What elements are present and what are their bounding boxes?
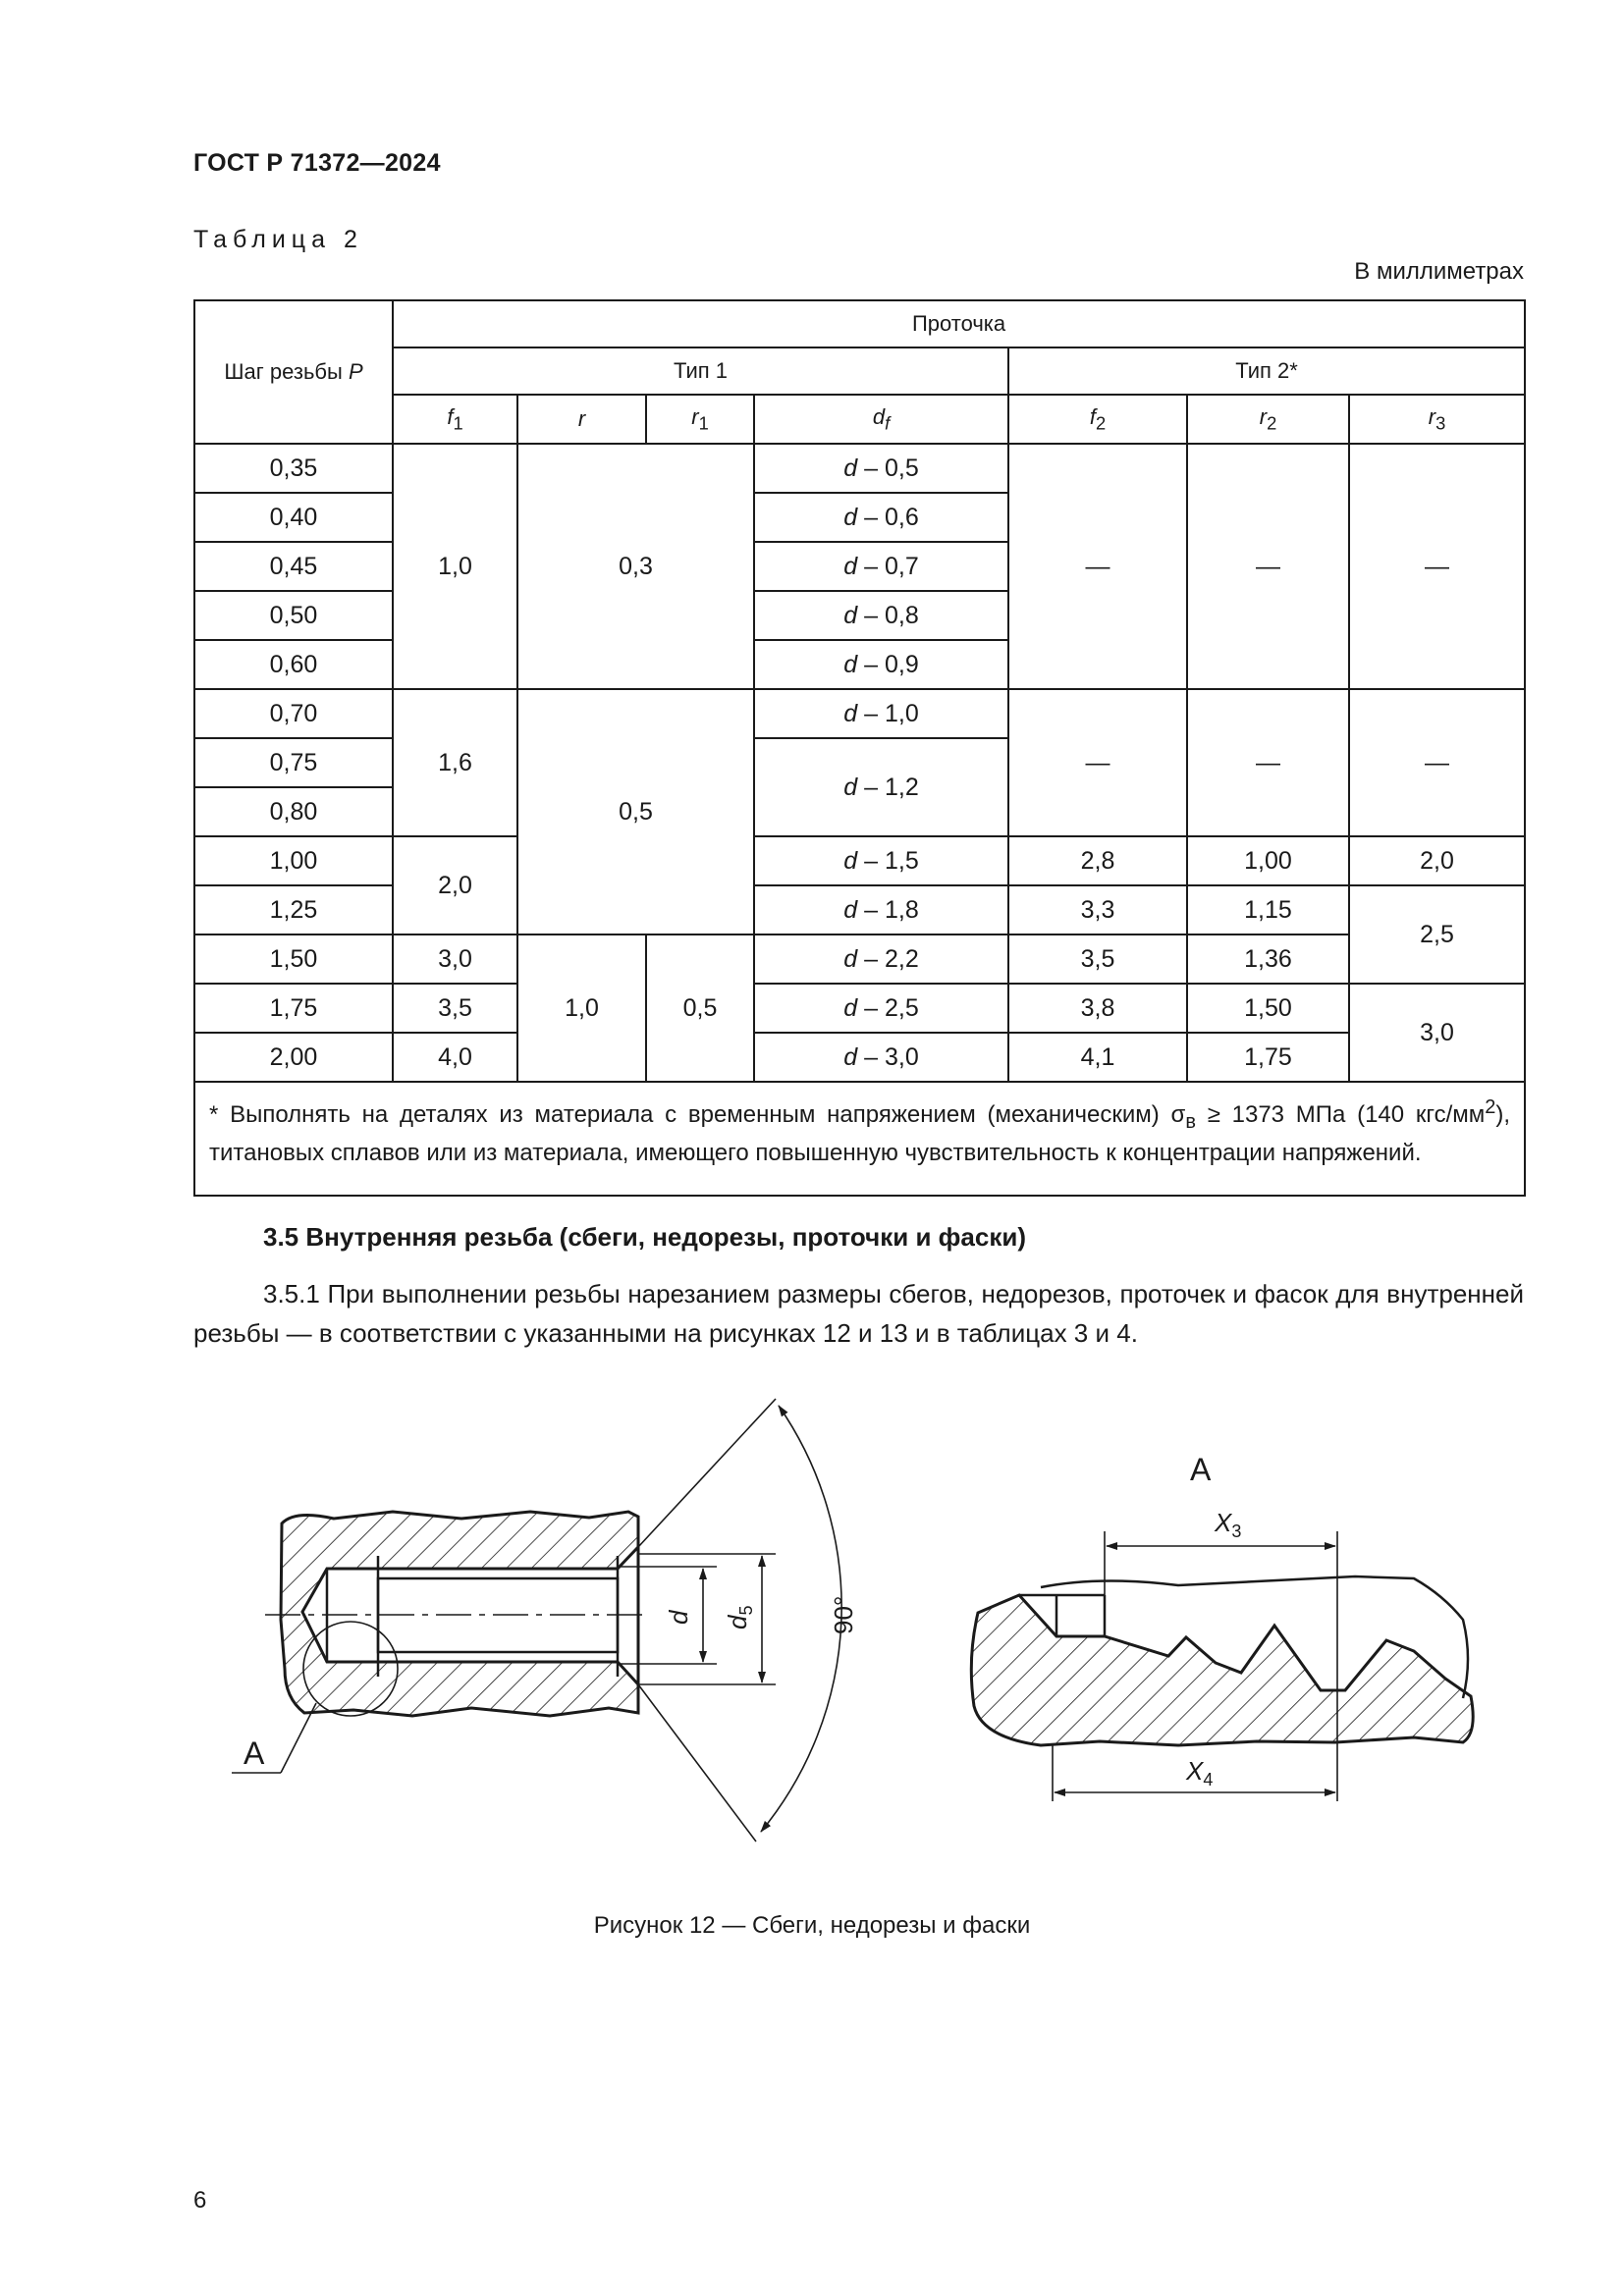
df-header: $d_f$	[754, 395, 1008, 444]
f2-header: $f_2$	[1008, 395, 1187, 444]
detail-a-hatched	[971, 1595, 1473, 1745]
table-cell: d – 0,8	[754, 591, 1008, 640]
type1-header: Тип 1	[393, 347, 1008, 395]
table-cell: 1,75	[194, 984, 393, 1033]
figure-caption: Рисунок 12 — Сбеги, недорезы и фаски	[593, 1912, 1031, 1939]
table-cell: 0,35	[194, 444, 393, 493]
table-cell: —	[1349, 689, 1525, 836]
table-cell: 3,5	[1008, 934, 1187, 984]
table-cell: 0,70	[194, 689, 393, 738]
table-cell: 1,0	[393, 444, 517, 689]
d-label: d	[664, 1610, 693, 1625]
table-cell: 2,00	[194, 1033, 393, 1082]
table-cell: 0,60	[194, 640, 393, 689]
table-cell: —	[1008, 444, 1187, 689]
table-cell: 2,0	[393, 836, 517, 934]
table-cell: 1,00	[194, 836, 393, 885]
r1-header: $r_1$	[646, 395, 754, 444]
table-cell: 0,40	[194, 493, 393, 542]
r2-header: $r_2$	[1187, 395, 1349, 444]
type2-header: Тип 2*	[1008, 347, 1525, 395]
table-cell: 3,0	[1349, 984, 1525, 1082]
table-unit-note: В миллиметрах	[1354, 258, 1524, 285]
table-cell: d – 0,7	[754, 542, 1008, 591]
table-cell: —	[1187, 444, 1349, 689]
detail-a-label-left: А	[244, 1735, 265, 1771]
table-cell: 0,3	[517, 444, 754, 689]
table-cell: 1,6	[393, 689, 517, 836]
x3-label: $X_3$	[1215, 1508, 1242, 1541]
table-cell: 3,5	[393, 984, 517, 1033]
detail-a-view	[971, 1531, 1473, 1801]
table-cell: —	[1349, 444, 1525, 689]
table-footnote: * Выполнять на деталях из материала с временным напряжением (механическим) $\sigma_в \ge 1373$ МПа (140 кгс/$мм^2$), титановых сплавов или из материала, имеющего повышенную чувствительность к концентрации напряжений.	[194, 1082, 1525, 1196]
d5-label: $d_5$	[723, 1605, 756, 1629]
r3-header: $r_3$	[1349, 395, 1525, 444]
table-cell: —	[1187, 689, 1349, 836]
table-cell: d – 2,2	[754, 934, 1008, 984]
table-cell: 0,75	[194, 738, 393, 787]
table-cell: 0,5	[517, 689, 754, 934]
section-heading: 3.5 Внутренняя резьба (сбеги, недорезы, проточки и фаски)	[263, 1222, 1026, 1252]
table-cell: d – 1,2	[754, 738, 1008, 836]
page-number: 6	[193, 2187, 207, 2214]
r-header: r	[517, 395, 646, 444]
table-cell: d – 1,0	[754, 689, 1008, 738]
table-cell: 0,50	[194, 591, 393, 640]
table-cell: 0,45	[194, 542, 393, 591]
document-header: ГОСТ Р 71372—2024	[193, 149, 441, 177]
table-cell: 4,1	[1008, 1033, 1187, 1082]
table-cell: d – 0,6	[754, 493, 1008, 542]
table-cell: 1,50	[194, 934, 393, 984]
table-cell: 4,0	[393, 1033, 517, 1082]
table-cell: 1,25	[194, 885, 393, 934]
table-cell: 0,80	[194, 787, 393, 836]
table-caption: Таблица 2	[193, 226, 363, 253]
table-cell: d – 0,5	[754, 444, 1008, 493]
table-cell: d – 3,0	[754, 1033, 1008, 1082]
table-cell: 1,00	[1187, 836, 1349, 885]
angle-label: 90°	[829, 1595, 858, 1634]
table-cell: 3,8	[1008, 984, 1187, 1033]
table-cell: 1,75	[1187, 1033, 1349, 1082]
table-cell: 3,0	[393, 934, 517, 984]
undercut-group-header: Проточка	[393, 300, 1525, 347]
table-cell: 1,15	[1187, 885, 1349, 934]
table-cell: d – 1,5	[754, 836, 1008, 885]
table-cell: 1,50	[1187, 984, 1349, 1033]
table-cell: 3,3	[1008, 885, 1187, 934]
f1-header: $f_1$	[393, 395, 517, 444]
table-cell: 1,36	[1187, 934, 1349, 984]
table-cell: —	[1008, 689, 1187, 836]
table-cell: d – 2,5	[754, 984, 1008, 1033]
pitch-column-header: Шаг резьбы P	[194, 300, 393, 444]
table-cell: 2,5	[1349, 885, 1525, 984]
table-cell: 2,0	[1349, 836, 1525, 885]
table-cell: 0,5	[646, 934, 754, 1082]
table-cell: 2,8	[1008, 836, 1187, 885]
table-cell: 1,0	[517, 934, 646, 1082]
detail-a-label-right: А	[1190, 1452, 1212, 1487]
left-section-view	[232, 1512, 648, 1773]
body-paragraph: 3.5.1 При выполнении резьбы нарезанием размеры сбегов, недорезов, проточек и фасок для внутренней резьбы — в соответствии с указанными на рисунках 12 и 13 и в таблицах 3 и 4.	[193, 1279, 1524, 1348]
table-cell: d – 1,8	[754, 885, 1008, 934]
x4-label: $X_4$	[1186, 1756, 1214, 1789]
table-cell: d – 0,9	[754, 640, 1008, 689]
